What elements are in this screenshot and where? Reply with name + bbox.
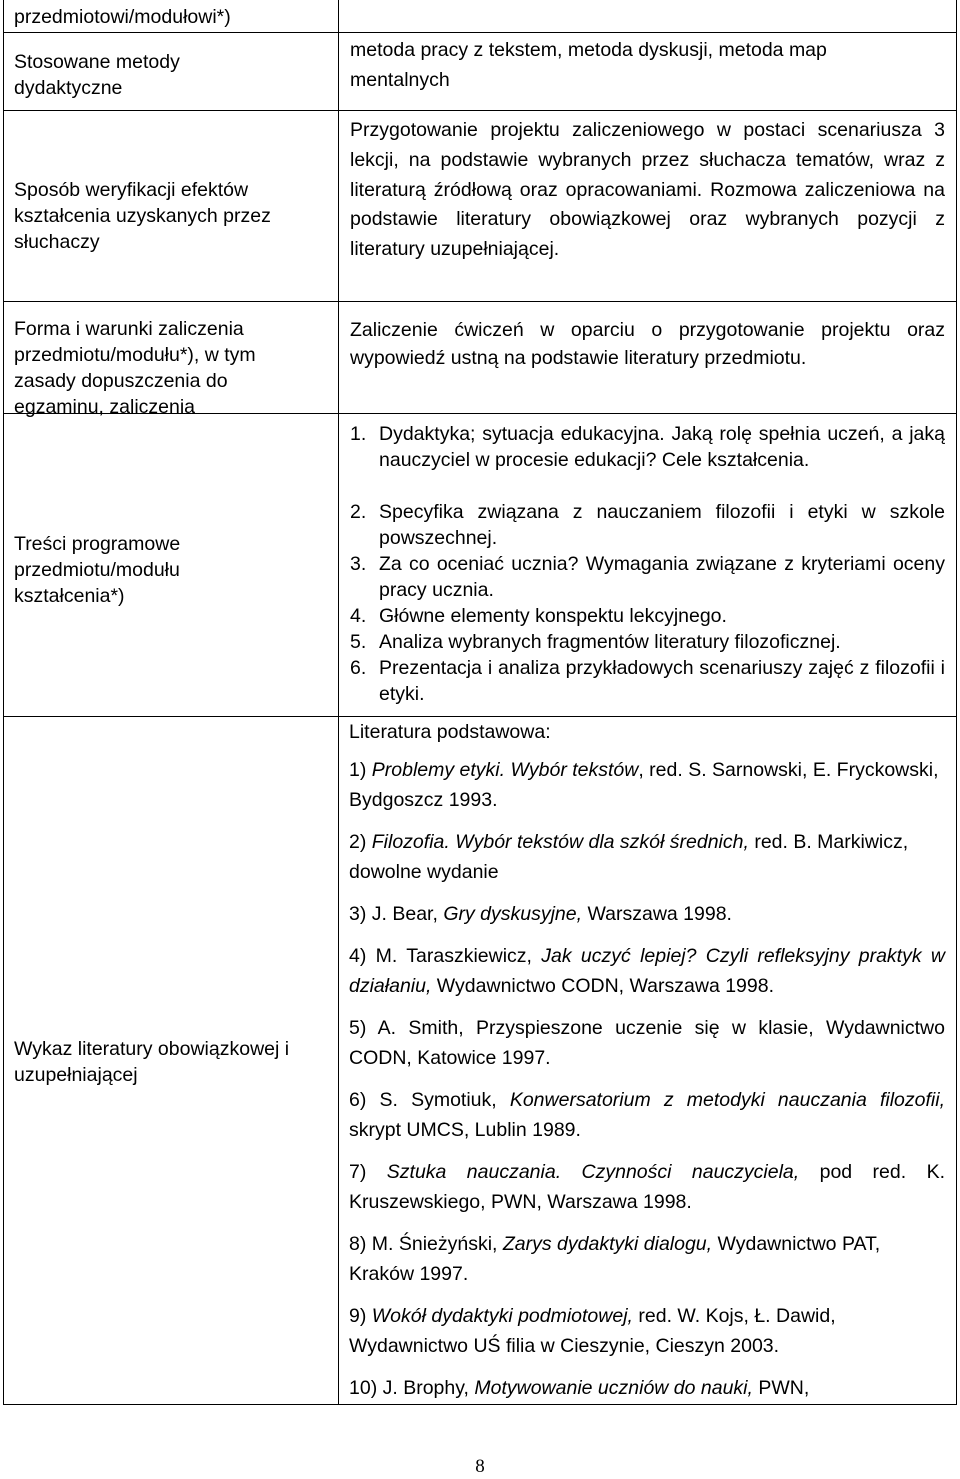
methods-content: metoda pracy z tekstem, metoda dyskusji, metoda map mentalnych xyxy=(350,39,827,91)
table-border-middle xyxy=(338,0,339,1405)
literature-item xyxy=(349,899,945,929)
literature-item-author: A. Smith, Przyspieszone uczenie się w klasie, Wydawnictwo CODN, Katowice 1997. xyxy=(349,1017,945,1069)
literature-item-number: 2) xyxy=(349,831,367,853)
list-item-number: 5. xyxy=(350,631,367,653)
list-item-number: 3. xyxy=(350,553,367,575)
literature-item xyxy=(349,1229,945,1289)
literature-item xyxy=(349,1373,945,1403)
literature-item-number: 1) xyxy=(349,759,367,781)
literature-item-number: 7) xyxy=(349,1161,367,1183)
literature-item-title: Zarys dydaktyki dialogu, xyxy=(502,1233,713,1255)
assessment-label: Forma i warunki zaliczenia przedmiotu/modułu*), w tym zasady dopuszczenia do egzaminu, zaliczenia xyxy=(14,318,256,418)
literature-item-number: 5) xyxy=(349,1017,367,1039)
row-divider xyxy=(3,301,957,302)
literature-item-details: skrypt UMCS, Lublin 1989. xyxy=(349,1119,581,1141)
list-item-text: Specyfika związana z nauczaniem filozofii i etyki w szkole powszechnej. xyxy=(379,501,945,549)
assessment-content: Zaliczenie ćwiczeń w oparciu o przygotowanie projektu oraz wypowiedź ustną na podstawie literatury przedmiotu. xyxy=(350,319,945,369)
list-item-number: 2. xyxy=(350,501,367,523)
verification-content: Przygotowanie projektu zaliczeniowego w postaci scenariusza 3 lekcji, na podstawie wybranych przez słuchacza tematów, wraz z literaturą źródłową oraz opracowaniami. Rozmowa zaliczeniowa na podstawie literatury obowiązkowej oraz wybranych pozycji z literatury uzupełniającej. xyxy=(350,119,945,261)
verification-label: Sposób weryfikacji efektów kształcenia uzyskanych przez słuchaczy xyxy=(14,179,271,253)
list-item-text: Za co oceniać ucznia? Wymagania związane z kryteriami oceny pracy ucznia. xyxy=(379,553,945,601)
literature-item-details: PWN, xyxy=(752,1377,810,1399)
literature-item-details: , red. S. Sarnowski, E. Fryckowski, Bydgoszcz 1993. xyxy=(349,759,939,811)
table-border-bottom xyxy=(3,1404,957,1405)
list-item-number: 1. xyxy=(350,423,367,445)
literature-heading: Literatura podstawowa: xyxy=(349,721,551,743)
literature-item-author: M. Taraszkiewicz, xyxy=(375,945,542,967)
literature-item xyxy=(349,941,945,1001)
literature-item-number: 9) xyxy=(349,1305,367,1327)
contents-label: Treści programowe przedmiotu/modułu kształcenia*) xyxy=(14,533,181,607)
literature-item-number: 6) xyxy=(349,1089,367,1111)
literature-item-details: Warszawa 1998. xyxy=(582,903,732,925)
literature-item-author: S. Symotiuk, xyxy=(379,1089,510,1111)
list-item-text: Dydaktyka; sytuacja edukacyjna. Jaką rolę spełnia uczeń, a jaką nauczyciel w procesie edukacji? Cele kształcenia. xyxy=(379,423,945,471)
literature-item-details: Wydawnictwo PAT, Kraków 1997. xyxy=(349,1233,881,1285)
list-item-number: 6. xyxy=(350,657,367,679)
literature-item-title: Motywowanie uczniów do nauki, xyxy=(474,1377,753,1399)
list-item-number: 4. xyxy=(350,605,367,627)
literature-item xyxy=(349,1013,945,1073)
literature-item-number: 3) xyxy=(349,903,367,925)
literature-item-details: red. W. Kojs, Ł. Dawid, Wydawnictwo UŚ filia w Cieszynie, Cieszyn 2003. xyxy=(349,1305,836,1357)
literature-item xyxy=(349,1301,945,1361)
literature-item-author: J. Brophy, xyxy=(382,1377,475,1399)
literature-item-author: M. Śnieżyński, xyxy=(371,1233,503,1255)
literature-item-number: 4) xyxy=(349,945,367,967)
literature-item xyxy=(349,755,945,815)
literature-item xyxy=(349,827,945,887)
literature-item-title: Filozofia. Wybór tekstów dla szkół średnich, xyxy=(371,831,749,853)
literature-item-title: Jak uczyć lepiej? Czyli refleksyjny praktyk w działaniu, xyxy=(349,945,945,997)
row-divider xyxy=(3,716,957,717)
literature-item-title: Sztuka nauczania. Czynności nauczyciela, xyxy=(386,1161,800,1183)
literature-item xyxy=(349,1157,945,1217)
table-border-right xyxy=(956,0,957,1405)
literature-item-details: pod red. K. Kruszewskiego, PWN, Warszawa 1998. xyxy=(349,1161,945,1213)
list-item-text: Prezentacja i analiza przykładowych scenariuszy zajęć z filozofii i etyki. xyxy=(379,657,945,705)
literature-item xyxy=(349,1085,945,1145)
literature-item-details: Wydawnictwo CODN, Warszawa 1998. xyxy=(431,975,775,997)
table-border-left xyxy=(3,0,4,1405)
literature-item-number: 10) xyxy=(349,1377,378,1399)
literature-item-author: J. Bear, xyxy=(371,903,444,925)
row-divider xyxy=(3,110,957,111)
row-divider xyxy=(3,32,957,33)
literature-item-details: red. B. Markiwicz, dowolne wydanie xyxy=(349,831,909,883)
methods-label: Stosowane metody dydaktyczne xyxy=(14,51,180,99)
literature-label: Wykaz literatury obowiązkowej i uzupełniającej xyxy=(14,1038,290,1086)
list-item-text: Analiza wybranych fragmentów literatury filozoficznej. xyxy=(379,631,841,653)
literature-item-number: 8) xyxy=(349,1233,367,1255)
list-item-text: Główne elementy konspektu lekcyjnego. xyxy=(379,605,727,627)
literature-item-title: Wokół dydaktyki podmiotowej, xyxy=(371,1305,633,1327)
header-label: przedmiotowi/modułowi*) xyxy=(14,6,231,28)
page-number: 8 xyxy=(475,1456,485,1477)
literature-item-title: Problemy etyki. Wybór tekstów xyxy=(371,759,639,781)
literature-item-title: Konwersatorium z metodyki nauczania filozofii, xyxy=(509,1089,946,1111)
literature-item-title: Gry dyskusyjne, xyxy=(443,903,583,925)
